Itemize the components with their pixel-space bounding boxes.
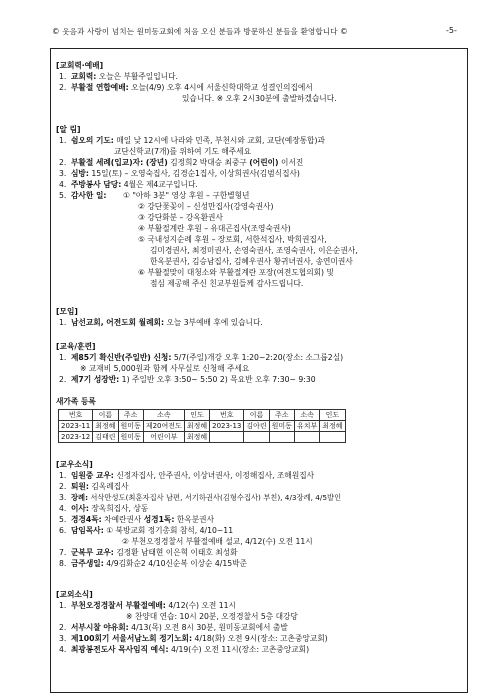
list-item: 4. 최광봉전도사 목사임직 예식: 4/19(수) 오전 11시(장소: 고촌중앙교회) — [59, 645, 310, 654]
list-item: 1. 남선교회, 어전도회 월례회: 오늘 3부예배 후에 있습니다. — [59, 318, 263, 327]
section-members-news: [교우소식] 1. 임원중 교우: 신정자집사, 안주권사, 이상녀권사, 이정해집사, 조해원집사 2. 퇴원: 김옥례집사 3. 장례: 서삭만성도(최훈자집사 남편, 서기하권사(김형수집사) 부친), 4/3장례, 4/5발인 4. 이사: 장옥희집사, 상동 5. 경경4독: 차예란권사 성경1독: 한옥분권사 6. 담임목사: ① 북방교회 정기총회 참석, 4/10~11 ② 부천오정경찰서 부활절예배 설교, 4/12(수) 오전 11시 7. 군복무 교우: 김정환 남태현 이은혁 이태호 최성화 8. 금주생일: 4/9김화순2 4/10신순복 이상순 4/15박준 — [56, 459, 461, 569]
section-worship: [교회력·예배] 1. 교회력: 오늘은 부활주일입니다. 2. 부활절 연합예배: 오늘(4/9) 오후 4시에 서울신학대학교 성결인의집에서 있습니다. ※ 오후 2시30분에 출발하겠습니다. — [56, 60, 461, 104]
section-title: [교육/훈련] — [56, 342, 96, 351]
table-row: 2023-11 최정혜 원미동 제20여전도 최정혜 2023-13 김아린 원미동 유치부 최정혜 — [59, 421, 346, 432]
list-item: 2. 서부시찰 야유회: 4/13(목) 오전 8시 30분, 원미동교회에서 출발 — [59, 623, 288, 632]
page-header: © 웃음과 사랑이 넘치는 원미동교회에 처음 오신 분들과 방문하신 분들을 환영합니다 © — [52, 27, 348, 36]
page-number: -5- — [446, 26, 457, 35]
section-notices: [알 림] 1. 쉼오의 기도: 매일 낮 12시에 나라와 민족, 부천시와 교회, 교단(예장통합)과 교단신학교(7개)를 위하여 기도 해주세요 2. 부활절 세례(입교)자: (장년) 김정희2 박대승 최중구 (어린이) 이서진 3. 심방: 15일(토) – 오영숙집사, 김경순1집사, 이상희권사(김범식집사) 4. 주방봉사 담당: 4월은 제4교구입니다. 5. 감사한 일: ① "아하 3분" 영상 후원 – 구한별형년 ② 강단꽃꽂이 – 신성만집사(강영숙권사) ③ 강단화분 – 강옥환권사 ④ 부활절계란 후원 – 유대곤집사(조영숙권사) ⑤ 국내성지순례 후원 – 장로회, 서한석집사, 박희권집사, 김미경권사, 최정미권사, 손영숙권사, 조영숙권사, 이은순권사, 한옥분권사, 김승남집사, 김혜우권사 황귀녀권사, 송연미권사 ⑥ 부활절맞이 대청소와 부활절계란 포장(여전도협의회) 및 점심 제공해 주신 친교부원들께 감사드립니다. — [56, 124, 461, 289]
list-item: 4. 이사: 장옥희집사, 상동 — [59, 504, 149, 513]
section-title: [알 림] — [56, 125, 81, 134]
list-item: 8. 금주생일: 4/9김화순2 4/10신순복 이상순 4/15박준 — [59, 559, 248, 568]
table-header-row: 번호 이름 주소 소속 인도 번호 이름 주소 소속 인도 — [59, 410, 346, 421]
section-external-news: [교외소식] 1. 부천오정경찰서 부활절예배: 4/12(수) 오전 11시 ※ 찬양대 연습: 10시 20분, 오정경찰서 5층 대강당 2. 서부시찰 야유회: 4/13(목) 오전 8시 30분, 원미동교회에서 출발 3. 제100회기 서울서남노회 정기노회: 4/18(화) 오전 9시(장소: 고촌중앙교회) 4. 최광봉전도사 목사임직 예식: 4/19(수) 오전 11시(장소: 고촌중앙교회) — [56, 589, 461, 655]
section-education: [교육/훈련] 1. 제85기 확신반(주일반) 신청: 5/7(주일)개강 오후 1:20~2:20(장소: 소그룹2실) ※ 교재비 5,000원과 함께 사무실로 신청해 주세요 2. 제7기 성장반: 1) 주일반 오후 3:50~ 5:50 2) 목요반 오후 7:30~ 9:30 — [56, 341, 461, 385]
section-meetings — [56, 306, 461, 328]
list-item: 3. 심방: 15일(토) – 오영숙집사, 김경순1집사, 이상희권사(김범식집사) — [59, 169, 300, 178]
section-title: [교회력·예배] — [56, 61, 104, 70]
list-item: 3. 제100회기 서울서남노회 정기노회: 4/18(화) 오전 9시(장소: 고촌중앙교회) — [59, 634, 328, 643]
section-title: [모임] — [56, 307, 78, 316]
list-item: 3. 장례: 서삭만성도(최훈자집사 남편, 서기하권사(김형수집사) 부친), 4/3장례, 4/5발인 — [59, 493, 342, 502]
list-item: 1. 임원중 교우: 신정자집사, 안주권사, 이상녀권사, 이정해집사, 조해원집사 — [59, 471, 315, 480]
section-title: [교우소식] — [56, 460, 93, 469]
list-item: 5. 감사한 일: ① "아하 3분" 영상 후원 – 구한별형년 — [59, 191, 250, 200]
list-item: 2. 부활절 연합예배: 오늘(4/9) 오후 4시에 서울신학대학교 성결인의집에서 — [59, 83, 313, 92]
list-item: 2. 퇴원: 김옥례집사 — [59, 482, 129, 491]
list-item: 4. 주방봉사 담당: 4월은 제4교구입니다. — [59, 180, 198, 189]
table-row: 2023-12 김태린 원미동 어린이부 최정혜 — [59, 432, 346, 443]
list-item: 2. 제7기 성장반: 1) 주일반 오후 3:50~ 5:50 2) 목요반 오후 7:30~ 9:30 — [59, 375, 316, 384]
section-title: [교외소식] — [56, 590, 93, 599]
list-item: 7. 군복무 교우: 김정환 남태현 이은혁 이태호 최성화 — [59, 548, 238, 557]
list-item: 1. 교회력: 오늘은 부활주일입니다. — [59, 72, 178, 81]
section-registration — [56, 396, 461, 407]
list-item: 1. 제85기 확신반(주일반) 신청: 5/7(주일)개강 오후 1:20~2:20(장소: 소그룹2실) — [59, 353, 344, 362]
registration-table — [58, 409, 346, 443]
list-item: 2. 부활절 세례(입교)자: (장년) 김정희2 박대승 최중구 (어린이) 이서진 — [59, 158, 304, 167]
section-title: 새가족 등록 — [56, 397, 96, 406]
list-item: 6. 담임목사: ① 북방교회 정기총회 참석, 4/10~11 — [59, 526, 234, 535]
list-item: 1. 부천오정경찰서 부활절예배: 4/12(수) 오전 11시 — [59, 601, 236, 610]
list-item: 1. 쉼오의 기도: 매일 낮 12시에 나라와 민족, 부천시와 교회, 교단(예장통합)과 — [59, 136, 325, 145]
list-item: 5. 경경4독: 차예란권사 성경1독: 한옥분권사 — [59, 515, 215, 524]
